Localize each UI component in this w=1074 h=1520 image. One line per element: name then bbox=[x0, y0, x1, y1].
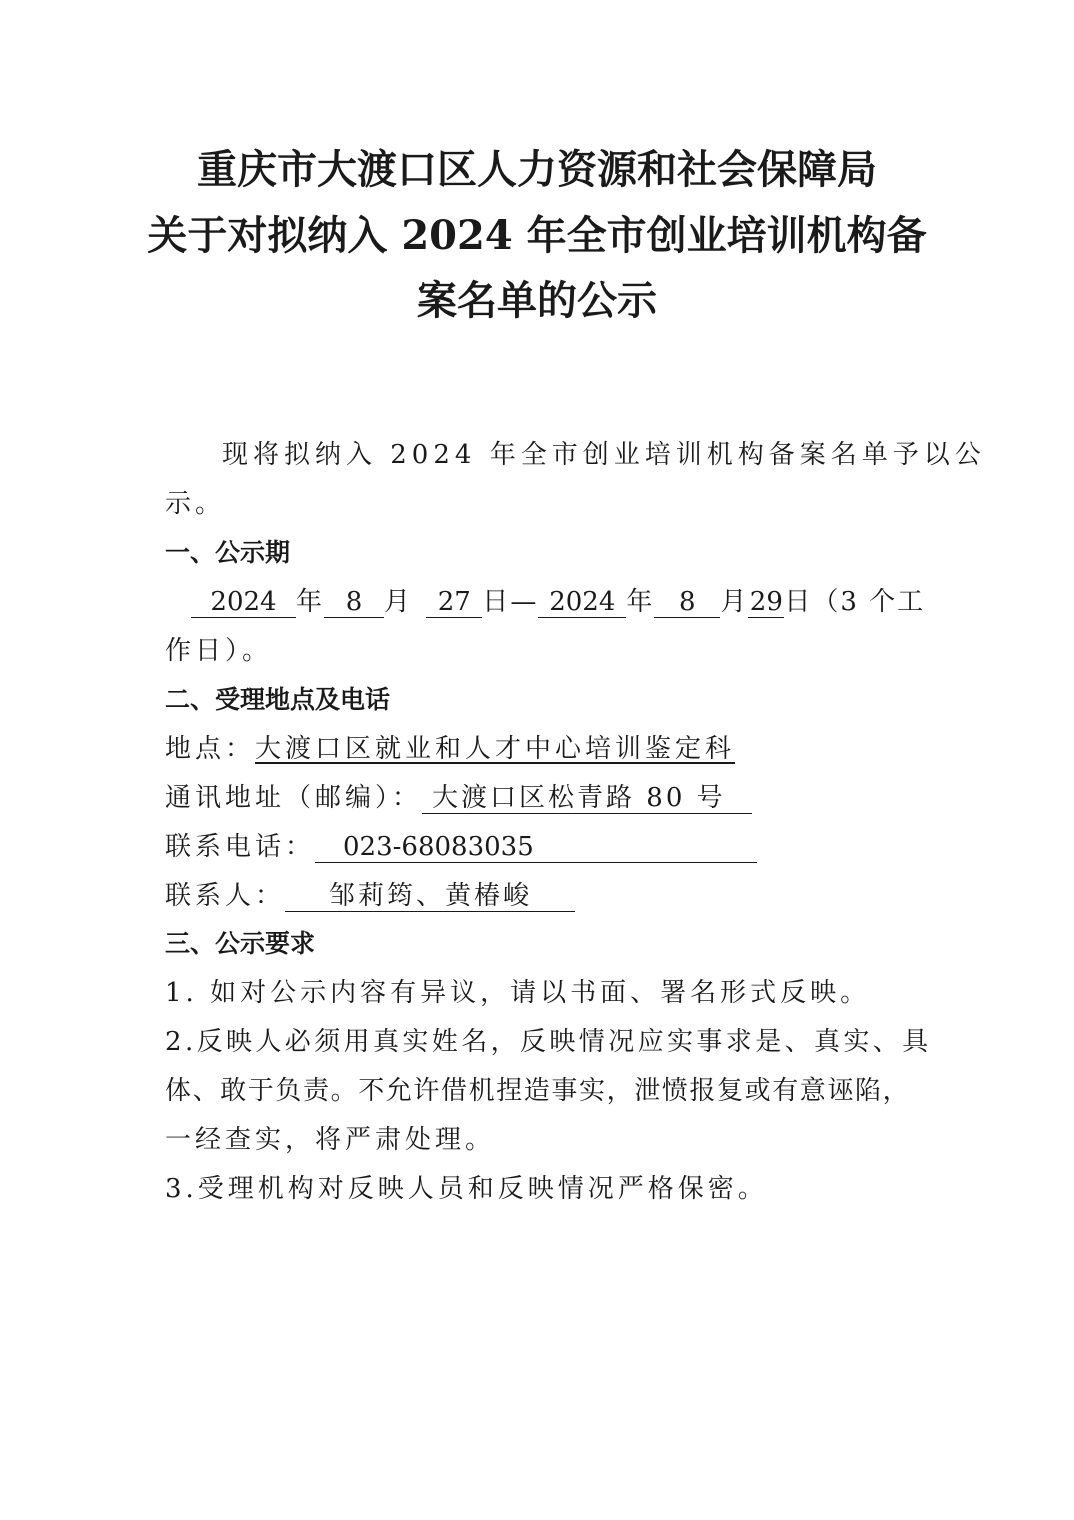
start-month-value: 8 bbox=[324, 587, 384, 618]
contact-value: 邹莉筠、黄椿峻 bbox=[285, 881, 575, 912]
address-value: 大渡口区松青路 80 号 bbox=[422, 783, 752, 814]
title-line-1: 重庆市大渡口区人力资源和社会保障局 bbox=[197, 146, 877, 193]
section-heading-period: 一、公示期 bbox=[165, 538, 291, 567]
phone-value: 023-68083035 bbox=[315, 832, 757, 863]
intro-line-1: 现将拟纳入 2024 年全市创业培训机构备案名单予以公 bbox=[222, 440, 986, 470]
period-dash: — bbox=[510, 587, 539, 617]
end-year-char: 年 bbox=[626, 587, 655, 617]
end-day-value: 29 bbox=[749, 587, 783, 617]
requirement-item-1: 1. 如对公示内容有异议，请以书面、署名形式反映。 bbox=[165, 978, 871, 1008]
section-heading-requirements: 三、公示要求 bbox=[165, 929, 316, 958]
period-line-2: 作日）。 bbox=[165, 636, 273, 666]
start-day-value: 27 bbox=[426, 587, 482, 618]
title-line-3: 案名单的公示 bbox=[417, 277, 657, 324]
requirement-item-3: 3.受理机构对反映人员和反映情况严格保密。 bbox=[165, 1174, 768, 1204]
requirement-item-2-line-1: 2.反映人必须用真实姓名，反映情况应实事求是、真实、具 bbox=[165, 1027, 932, 1057]
end-month-char: 月 bbox=[720, 587, 749, 617]
requirement-item-2-line-3: 一经查实，将严肃处理。 bbox=[165, 1125, 496, 1155]
address-line bbox=[165, 781, 925, 815]
start-year-value: 2024 bbox=[191, 587, 296, 618]
contact-label: 联系人： bbox=[165, 881, 286, 911]
end-year-value: 2024 bbox=[538, 587, 626, 618]
phone-line bbox=[165, 830, 925, 864]
location-value: 大渡口区就业和人才中心培训鉴定科 bbox=[255, 734, 736, 764]
phone-label: 联系电话： bbox=[165, 832, 316, 862]
requirement-item-2-line-2: 体、敢于负责。不允许借机捏造事实，泄愤报复或有意诬陷， bbox=[165, 1076, 911, 1106]
title-line-2: 关于对拟纳入 2024 年全市创业培训机构备 bbox=[147, 212, 927, 259]
location-label: 地点： bbox=[165, 734, 256, 764]
section-heading-location: 二、受理地点及电话 bbox=[165, 685, 391, 714]
year-char: 年 bbox=[296, 587, 325, 617]
address-label: 通讯地址（邮编）： bbox=[165, 783, 423, 813]
month-char: 月 bbox=[384, 587, 413, 617]
end-month-value: 8 bbox=[654, 587, 720, 618]
day-char: 日 bbox=[482, 587, 511, 617]
intro-line-2: 示。 bbox=[165, 489, 226, 519]
end-day-char: 日 bbox=[784, 587, 813, 617]
period-tail: （3 个工 bbox=[812, 587, 926, 617]
period-line bbox=[165, 585, 925, 619]
location-line bbox=[165, 732, 925, 766]
contact-line bbox=[165, 879, 925, 913]
